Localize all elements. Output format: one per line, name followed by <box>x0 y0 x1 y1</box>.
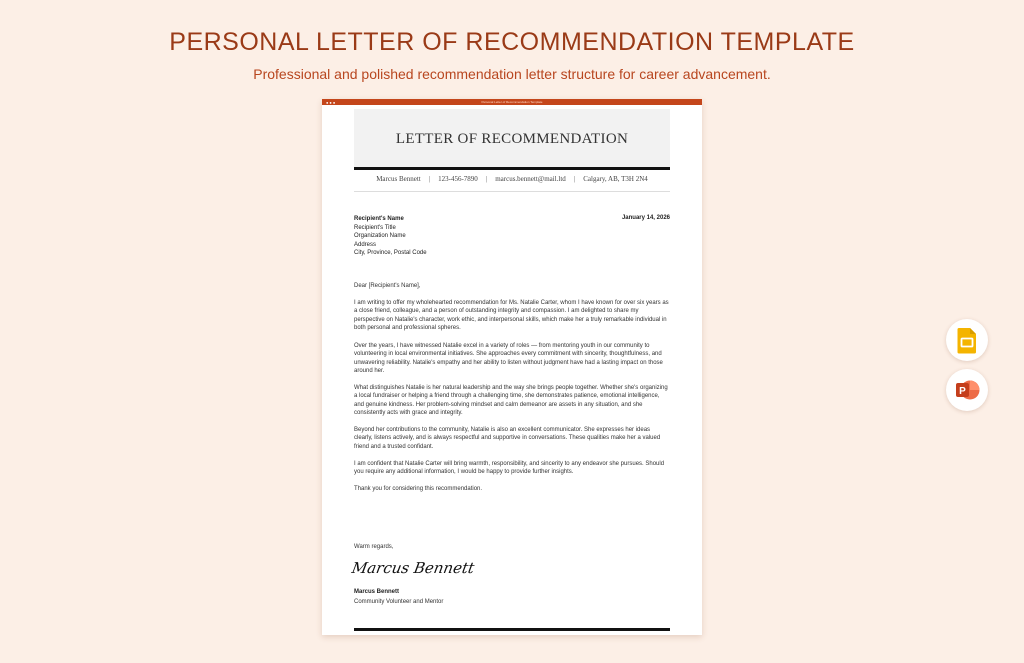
closing: Warm regards, <box>354 544 394 550</box>
contact-name: Marcus Bennett <box>376 175 421 183</box>
body-paragraph: I am writing to offer my wholehearted recommendation for Ms. Natalie Carter, whom I have known for over six years as a close friend, colleague, and a person of outstanding integrity and compassion. I am delighted to share my perspective on Natalie's character, work ethic, and interpersonal skills, which make her a truly remarkable individual in both personal and professional spheres. <box>354 300 669 332</box>
letter-date: January 14, 2026 <box>621 215 670 221</box>
body-paragraph: I am confident that Natalie Carter will bring warmth, responsibility, and sincerity to any endeavor she pursues. Should you require any additional information, I would be happy to provide further insights. <box>354 461 665 476</box>
recipient-name: Recipient's Name <box>354 216 404 222</box>
google-slides-icon <box>946 319 988 361</box>
body-paragraph: Beyond her contributions to the community, Natalie is also an excellent communicator. She expresses her ideas clearly, listens actively, and is always respectful and supportive in conversations. These qualities make her a valued friend and a trusted confidant. <box>354 427 661 450</box>
recipient-city-line: City, Province, Postal Code <box>354 250 427 256</box>
google-slides-button[interactable] <box>946 319 988 361</box>
window-controls[interactable]: ●●● <box>326 99 337 105</box>
body-paragraph: What distinguishes Natalie is her natural leadership and the way she brings people together. Whether she's organizing a local fundraiser or helping a friend through a challenging time, she demonstrates patience, emotional intelligence, and genuine kindness. Her problem-solving mindset and calm demeanor are assets in any situation, and she consistently acts with grace and integrity. <box>354 385 668 417</box>
contact-email: marcus.bennett@mail.ltd <box>495 175 566 183</box>
recipient-block <box>354 215 427 258</box>
contact-divider <box>354 191 670 192</box>
powerpoint-letter: P <box>959 386 966 397</box>
signature: Marcus Bennett <box>350 559 476 577</box>
letterhead <box>354 109 670 170</box>
salutation: Dear [Recipient's Name], <box>354 283 421 289</box>
recipient-organization: Organization Name <box>354 233 406 239</box>
body-paragraph: Over the years, I have witnessed Natalie excel in a variety of roles — from mentoring youth in our community to volunteering in local environmental initiatives. She approaches every commitment with sincerity, thoughtfulness, and unwavering reliability. Natalie's empathy and her ability to listen without judgment have had a lasting impact on those around her. <box>354 343 663 375</box>
recipient-address: Address <box>354 241 377 248</box>
divider: | <box>485 175 488 183</box>
recipient-title: Recipient's Title <box>354 224 396 231</box>
divider: | <box>573 175 576 183</box>
page-subtitle: Professional and polished recommendation letter structure for career advancement. <box>253 66 771 82</box>
document-preview <box>322 99 702 635</box>
divider: | <box>428 175 431 183</box>
contact-row <box>354 175 670 183</box>
contact-location: Calgary, AB, T3H 2N4 <box>583 175 648 183</box>
body-paragraph: Thank you for considering this recommendation. <box>354 486 483 492</box>
contact-phone: 123-456-7890 <box>438 175 478 183</box>
page-title: PERSONAL LETTER OF RECOMMENDATION TEMPLATE <box>169 28 855 56</box>
powerpoint-button[interactable] <box>946 369 988 411</box>
document-file-name: Personal Letter of Recommendation Template <box>481 100 543 104</box>
letterhead-title: LETTER OF RECOMMENDATION <box>395 131 629 147</box>
signer-name: Marcus Bennett <box>354 589 400 595</box>
signer-role: Community Volunteer and Mentor <box>354 599 444 605</box>
document-titlebar <box>322 99 702 105</box>
footer-bar <box>354 628 670 631</box>
powerpoint-icon <box>946 369 988 411</box>
